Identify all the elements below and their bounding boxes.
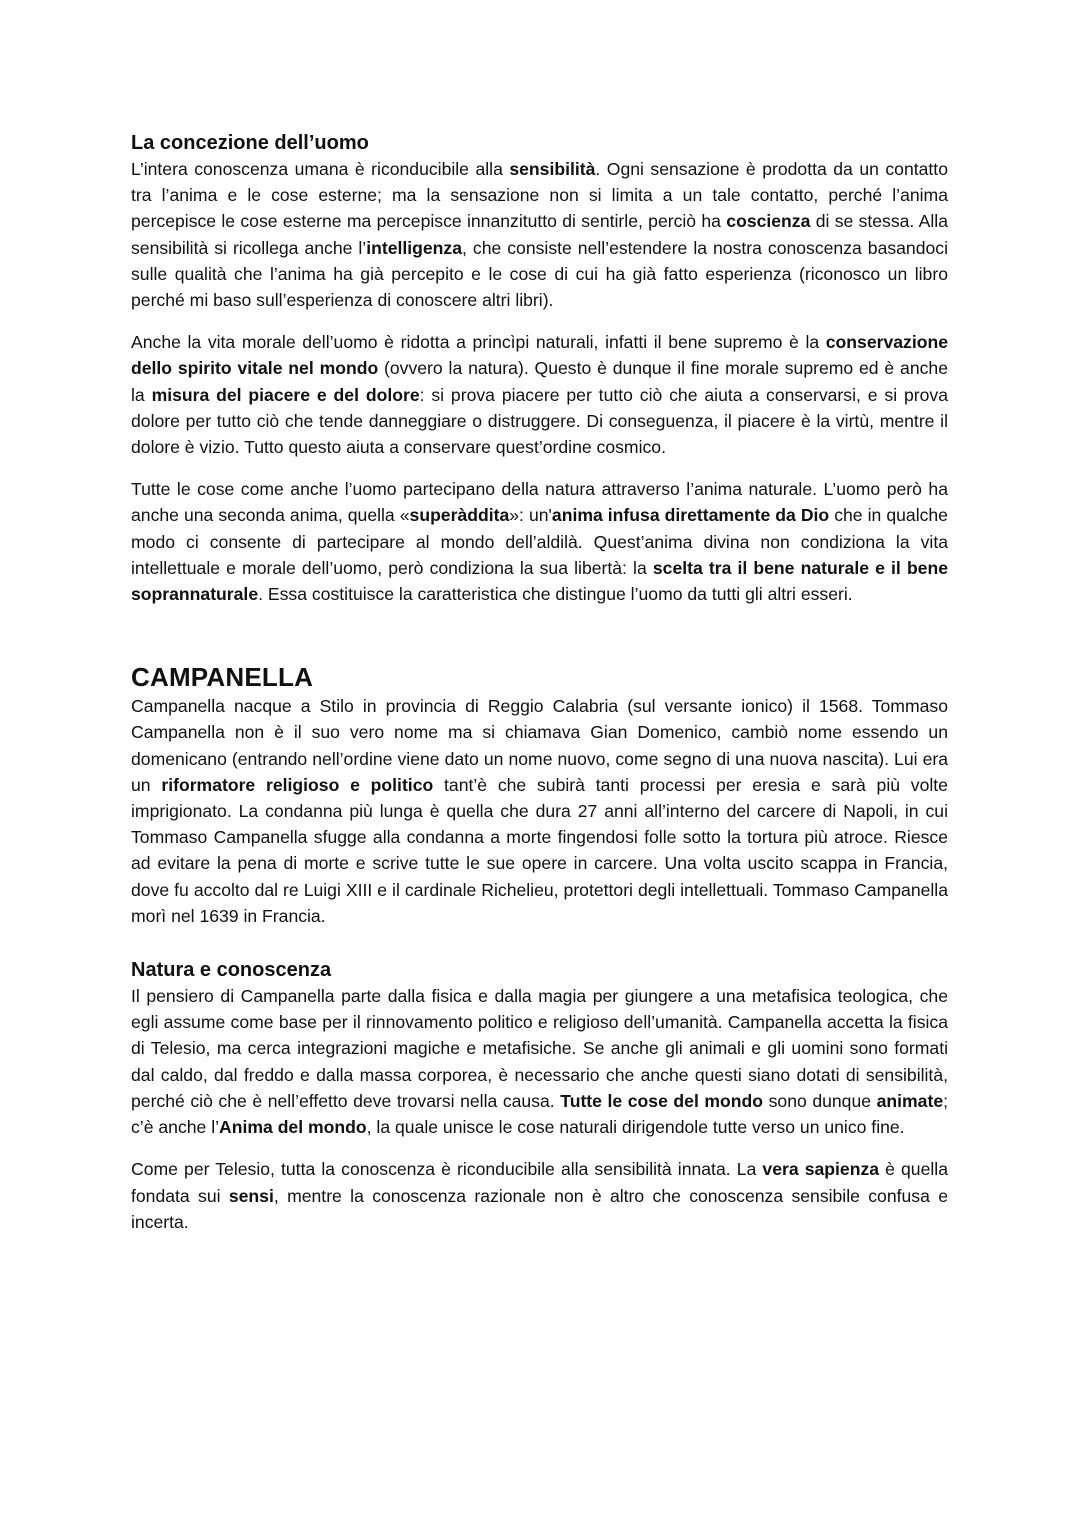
text-run: Tutte le cose come anche l’uomo partecipano della natura attraverso l’anima naturale. L’uomo però ha anche una seconda anima, quella « [131, 479, 948, 526]
text-run: sono dunque [763, 1090, 877, 1111]
bold-text: sensi [228, 1185, 274, 1206]
paragraph [131, 156, 948, 313]
paragraph [131, 693, 948, 929]
text-run: . Ogni sensazione è prodotta da un contatto tra l’anima e le cose esterne; ma la sensazione non si limita a un tale contatto, perché l’anima percepisce le cose esterne ma percepisce innanzitutto di sentirle, perciò ha [131, 159, 948, 232]
section-title-natura: Natura e conoscenza [131, 959, 332, 982]
paragraph [131, 1156, 948, 1235]
spacer [131, 1140, 948, 1156]
bold-text: anima infusa direttamente da Dio [551, 505, 830, 526]
bold-text: misura del piacere e del dolore [151, 384, 420, 405]
text-run: . Essa costituisce la caratteristica che distingue l’uomo da tutti gli altri esseri. [258, 584, 853, 605]
text-run: : si prova piacere per tutto ciò che aiuta a conservarsi, e si prova dolore per tutto ciò che tende danneggiare o distruggere. Di conseguenza, il piacere è la virtù, mentre il dolore è vizio. Tutto questo aiuta a conservare quest’ordine cosmico. [131, 384, 948, 458]
paragraph [131, 476, 948, 607]
text-run: , mentre la conoscenza razionale non è altro che conoscenza sensibile confusa e incerta. [131, 1185, 948, 1232]
bold-text: intelligenza [366, 237, 463, 258]
spacer [131, 929, 948, 957]
bold-text: animate [876, 1090, 944, 1111]
text-run: »: un' [509, 505, 552, 526]
bold-text: coscienza [726, 211, 811, 232]
document-page [131, 130, 948, 1235]
text-run: , che consiste nell’estendere la nostra conoscenza basandoci sulle qualità che l’anima ha già percepito e le cose di cui ha già fatto esperienza (riconosco un libro perché mi baso sull’esperienza di conoscere altri libri). [131, 237, 948, 311]
text-run: di se stessa. Alla sensibilità si ricollega anche l’ [131, 211, 948, 258]
spacer [131, 607, 948, 661]
bold-text: Tutte le cose del mondo [560, 1090, 764, 1111]
spacer [131, 313, 948, 329]
text-run: Come per Telesio, tutta la conoscenza è riconducibile alla sensibilità innata. La [131, 1159, 763, 1180]
paragraph [131, 983, 948, 1140]
paragraph [131, 329, 948, 460]
spacer [131, 460, 948, 476]
bold-text: sensibilità [509, 159, 596, 179]
text-run: Il pensiero di Campanella parte dalla fisica e dalla magia per giungere a una metafisica teologica, che egli assume come base per il rinnovamento politico e religioso dell’umanità. Campanella accetta la fisica di Telesio, ma cerca integrazioni magiche e metafisiche. Se anche gli animali e gli uomini sono formati dal caldo, dal freddo e dalla massa corporea, è necessario che anche questi siano dotati di sensibilità, perché ciò che è nell’effetto deve trovarsi nella causa. [131, 986, 948, 1111]
text-run: Campanella nacque a Stilo in provincia di Reggio Calabria (sul versante ionico) il 1568. Tommaso Campanella non è il suo vero nome ma si chiamava Gian Domenico, cambiò nome essendo un domenicano (entrando nell’ordine viene dato un nome nuovo, come segno di una nuova nascita). Lui era un [131, 696, 948, 795]
bold-text: Anima del mondo [219, 1117, 367, 1138]
bold-text: vera sapienza [762, 1159, 880, 1180]
text-run: ; c’è anche l’ [131, 1090, 948, 1138]
text-run: Anche la vita morale dell’uomo è ridotta a princìpi naturali, infatti il bene supremo è la [131, 332, 826, 353]
bold-text: superàddita [409, 505, 510, 526]
text-run: (ovvero la natura). Questo è dunque il fine morale supremo ed è anche la [131, 358, 948, 405]
text-run: tant’è che subirà tanti processi per eresia e sarà più volte imprigionato. La condanna più lunga è quella che dura 27 anni all’interno del carcere di Napoli, in cui Tommaso Campanella sfugge alla condanna a morte fingendosi folle sotto la tortura più atroce. Riesce ad evitare la pena di morte e scrive tutte le sue opere in carcere. Una volta uscito scappa in Francia, dove fu accolto dal re Luigi XIII e il cardinale Richelieu, protettori degli intellettuali. Tommaso Campanella morì nel 1639 in Francia. [131, 774, 948, 926]
section-title-concezione: La concezione dell’uomo [131, 132, 369, 154]
bold-text: conservazione dello spirito vitale nel mondo [131, 332, 948, 379]
text-run: L’intera conoscenza umana è riconducibile alla [131, 159, 510, 179]
text-run: che in qualche modo ci consente di partecipare al mondo dell’aldilà. Quest’anima divina non condiziona la vita intellettuale e morale dell’uomo, però condiziona la sua libertà: la [131, 505, 948, 578]
text-run: , la quale unisce le cose naturali dirigendole tutte verso un unico fine. [366, 1117, 905, 1138]
bold-text: scelta tra il bene naturale e il bene soprannaturale [131, 557, 949, 605]
bold-text: riformatore religioso e politico [161, 774, 434, 795]
text-run: è quella fondata sui [131, 1159, 948, 1206]
chapter-title-campanella: CAMPANELLA [131, 662, 314, 693]
